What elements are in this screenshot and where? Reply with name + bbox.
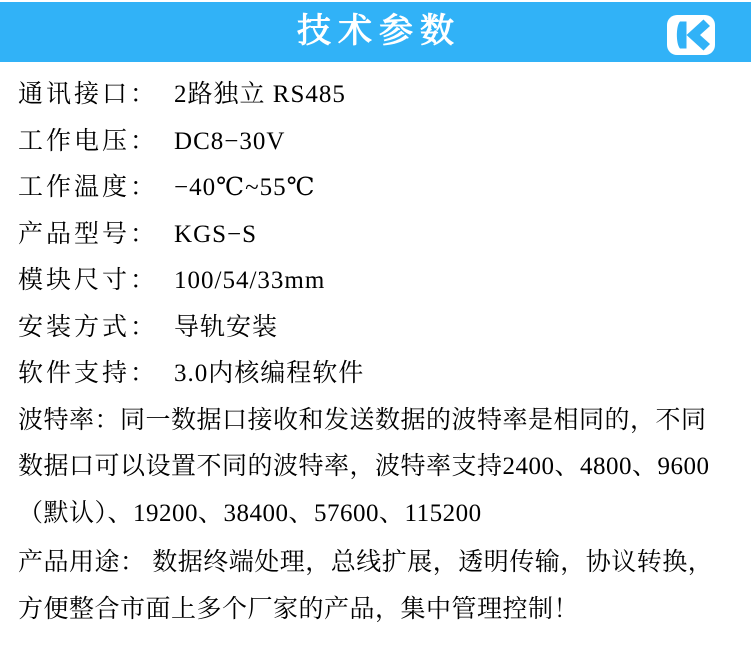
spec-row-mounting-method [18, 305, 737, 352]
baud-rate-line-3: （默认）、19200、38400、57600、115200 [18, 499, 482, 527]
spec-row-software-support [18, 351, 737, 398]
product-usage-line-2: 方便整合市面上多个厂家的产品，集中管理控制！ [18, 595, 580, 623]
spec-row-working-voltage [18, 119, 737, 166]
spec-label: 软件支持： [18, 360, 159, 387]
spec-value: DC8−30V [174, 127, 286, 155]
spec-value: 导轨安装 [174, 313, 279, 341]
spec-label: 通讯接口： [18, 81, 159, 108]
page-title: 技术参数 [297, 13, 461, 50]
spec-value: 100/54/33mm [174, 267, 326, 294]
spec-row-comm-interface [18, 72, 737, 119]
baud-rate-line-1: 波特率：同一数据口接收和发送数据的波特率是相同的，不同 [18, 406, 707, 434]
spec-list [0, 62, 751, 633]
spec-value: 2路独立 RS485 [174, 81, 346, 108]
spec-label: 工作温度： [18, 174, 159, 201]
spec-row-module-size [18, 258, 737, 305]
baud-rate-paragraph [18, 398, 737, 538]
brand-logo [667, 15, 715, 55]
spec-label: 工作电压： [18, 127, 159, 155]
k-brand-icon [667, 15, 715, 55]
product-usage-line-1: 产品用途： 数据终端处理，总线扩展，透明传输，协议转换， [18, 549, 714, 576]
header-bar [0, 2, 751, 62]
spec-label: 模块尺寸： [18, 267, 159, 294]
spec-label: 产品型号： [18, 220, 159, 248]
spec-value: 3.0内核编程软件 [174, 360, 365, 387]
baud-rate-line-2: 数据口可以设置不同的波特率，波特率支持2400、4800、9600 [18, 453, 710, 480]
spec-row-working-temperature [18, 165, 737, 212]
spec-row-product-model [18, 212, 737, 259]
product-usage-paragraph [18, 540, 737, 633]
spec-value: −40℃~55℃ [174, 174, 316, 201]
spec-value: KGS−S [174, 220, 258, 248]
spec-label: 安装方式： [18, 313, 159, 341]
